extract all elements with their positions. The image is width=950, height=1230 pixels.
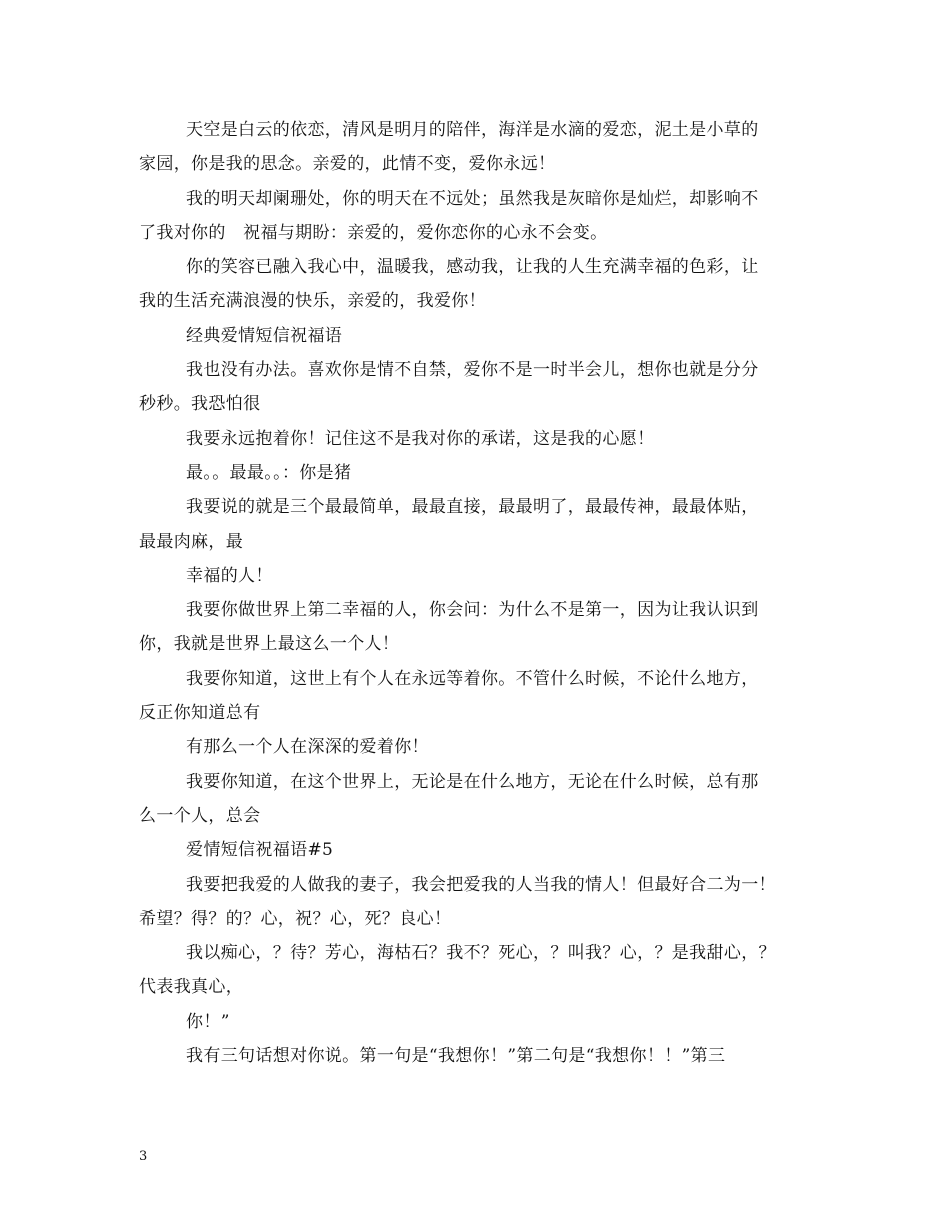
text-line: 最。。最最。。：你是猪 (186, 462, 352, 483)
text-line: 最最肉麻，最 (139, 531, 244, 552)
text-line: 我要永远抱着你！记住这不是我对你的承诺，这是我的心愿！ (186, 428, 655, 449)
text-line: 家园，你是我的思念。亲爱的，此情不变，爱你永远！ (139, 154, 556, 175)
text-line: 反正你知道总有 (139, 703, 261, 724)
document-body (139, 113, 829, 1073)
text-line: 你，我就是世界上最这么一个人！ (139, 634, 400, 655)
section-heading: 经典爱情短信祝福语 (186, 325, 343, 346)
page-number: 3 (139, 1149, 148, 1164)
text-line: 我也没有办法。喜欢你是情不自禁，爱你不是一时半会儿，想你也就是分分 (186, 360, 759, 381)
text-line: 么一个人，总会 (139, 805, 261, 826)
text-line: 秒秒。我恐怕很 (139, 394, 261, 415)
text-line: 你！” (186, 1011, 230, 1032)
text-line: 我以痴心，？待？芳心，海枯石？我不？死心，？叫我？心，？是我甜心，？ (186, 943, 776, 964)
text-line: 我有三句话想对你说。第一句是“我想你！”第二句是“我想你！！”第三 (186, 1046, 726, 1067)
text-line: 我要你做世界上第二幸福的人，你会问：为什么不是第一，因为让我认识到 (186, 600, 759, 621)
text-line: 有那么一个人在深深的爱着你！ (186, 737, 429, 758)
text-line: 天空是白云的依恋，清风是明月的陪伴，海洋是水滴的爱恋，泥土是小草的 (186, 120, 759, 140)
section-heading: 爱情短信祝福语#5 (186, 840, 334, 861)
text-line: 幸福的人！ (186, 565, 273, 586)
text-line: 我的生活充满浪漫的快乐，亲爱的，我爱你！ (139, 291, 486, 312)
text-line: 我要把我爱的人做我的妻子，我会把爱我的人当我的情人！但最好合二为一！ (186, 874, 776, 895)
text-line: 代表我真心， (139, 977, 244, 998)
text-line: 了我对你的 祝福与期盼：亲爱的，爱你恋你的心永不会变。 (139, 222, 608, 243)
text-line: 你的笑容已融入我心中，温暖我，感动我，让我的人生充满幸福的色彩，让 (186, 257, 759, 278)
text-line: 我要你知道，在这个世界上，无论是在什么地方，无论在什么时候，总有那 (186, 771, 759, 792)
text-line: 我的明天却阑珊处，你的明天在不远处；虽然我是灰暗你是灿烂，却影响不 (186, 188, 759, 209)
text-line: 我要你知道，这世上有个人在永远等着你。不管什么时候，不论什么地方， (186, 668, 759, 689)
text-line: 我要说的就是三个最最简单，最最直接，最最明了，最最传神，最最体贴， (186, 497, 759, 518)
text-line: 希望？得？的？心，祝？心，死？良心！ (139, 908, 452, 929)
